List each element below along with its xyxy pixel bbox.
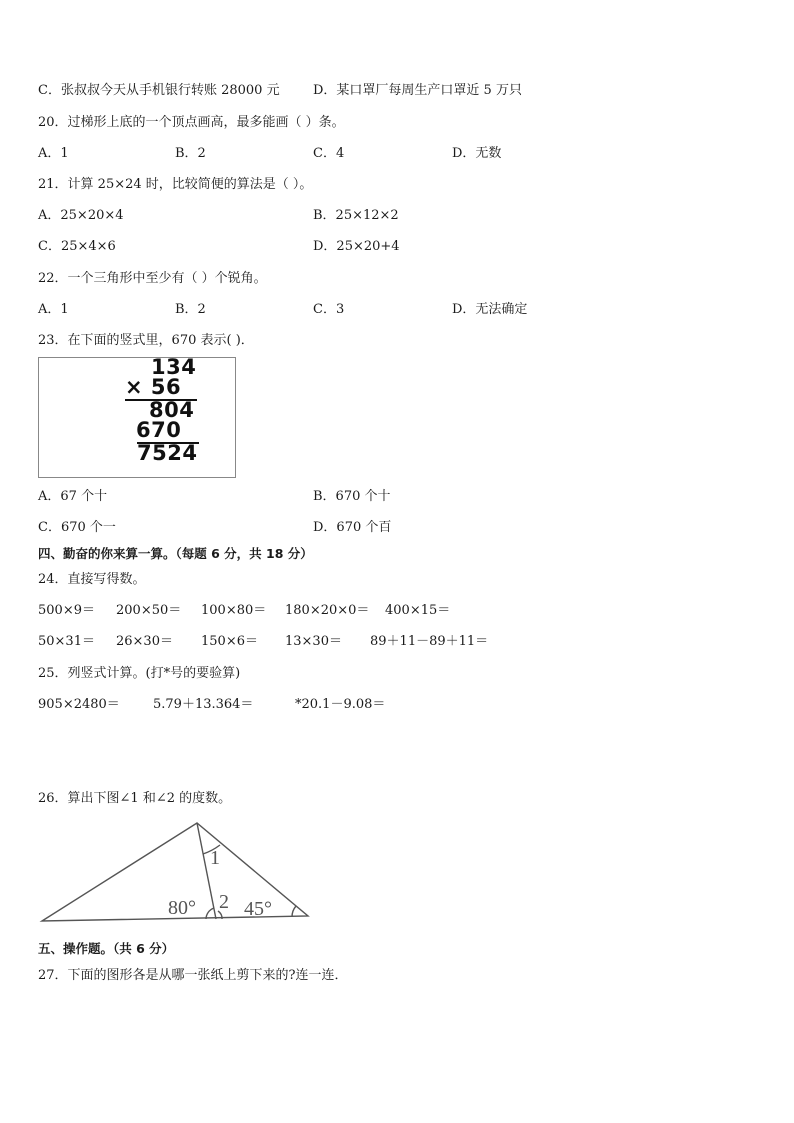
q26-stem: 26．算出下图∠1 和∠2 的度数。	[38, 791, 232, 806]
q27-stem: 27．下面的图形各是从哪一张纸上剪下来的?连一连．	[38, 968, 348, 983]
multiplier: × 56	[125, 375, 182, 399]
q24-r1-item: 400×15＝	[385, 603, 451, 618]
partial-product-2: 670	[136, 418, 182, 442]
final-product: 7524	[137, 441, 198, 465]
angle-1-label: 1	[210, 847, 220, 869]
q23-option-b: B．670 个十	[313, 489, 391, 504]
q21-option-d: D．25×20+4	[313, 239, 400, 254]
q24-r2-item: 89＋11－89＋11＝	[370, 634, 489, 649]
partial-product-1: 804	[149, 398, 195, 422]
angle-45-label: 45°	[244, 898, 272, 920]
q24-r1-item: 180×20×0＝	[285, 603, 370, 618]
q20-option-a: A．1	[38, 146, 69, 161]
q24-r2-item: 13×30＝	[285, 634, 342, 649]
q19-option-c: C．张叔叔今天从手机银行转账 28000 元	[38, 83, 280, 98]
vertical-multiplication-figure	[38, 357, 236, 478]
q21-option-a: A．25×20×4	[38, 208, 124, 223]
q24-r1-item: 500×9＝	[38, 603, 95, 618]
q21-option-b: B．25×12×2	[313, 208, 399, 223]
q24-r1-item: 100×80＝	[201, 603, 267, 618]
angle-80-label: 80°	[168, 897, 196, 919]
q25-item: 5.79＋13.364＝	[153, 697, 254, 712]
q22-option-a: A．1	[38, 302, 69, 317]
q25-item: 905×2480＝	[38, 697, 120, 712]
q22-option-d: D．无法确定	[452, 302, 528, 317]
q24-r1-item: 200×50＝	[116, 603, 182, 618]
triangle-angle-figure	[36, 818, 316, 926]
q24-stem: 24．直接写得数。	[38, 572, 146, 587]
q23-option-d: D．670 个百	[313, 520, 392, 535]
q23-option-c: C．670 个一	[38, 520, 116, 535]
q22-option-c: C．3	[313, 302, 345, 317]
q20-option-b: B．2	[175, 146, 206, 161]
multiplicand: 134	[151, 355, 197, 379]
q25-item: *20.1－9.08＝	[295, 697, 386, 712]
q21-stem: 21．计算 25×24 时，比较简便的算法是（ ）。	[38, 177, 313, 192]
q23-stem: 23．在下面的竖式里，670 表示( )．	[38, 333, 254, 348]
section-4-title: 四、勤奋的你来算一算。（每题 6 分，共 18 分）	[38, 546, 313, 561]
angle-2-label: 2	[219, 891, 229, 913]
q24-r2-item: 50×31＝	[38, 634, 95, 649]
q22-option-b: B．2	[175, 302, 206, 317]
section-5-title: 五、操作题。（共 6 分）	[38, 941, 175, 956]
q23-option-a: A．67 个十	[38, 489, 108, 504]
q20-option-c: C．4	[313, 146, 345, 161]
q24-r2-item: 26×30＝	[116, 634, 173, 649]
q25-stem: 25．列竖式计算。(打*号的要验算)	[38, 666, 241, 681]
q20-option-d: D．无数	[452, 146, 502, 161]
q24-r2-item: 150×6＝	[201, 634, 258, 649]
q21-option-c: C．25×4×6	[38, 239, 116, 254]
q20-stem: 20．过梯形上底的一个顶点画高，最多能画（ ）条。	[38, 115, 345, 130]
q19-option-d: D．某口罩厂每周生产口罩近 5 万只	[313, 83, 522, 98]
q22-stem: 22．一个三角形中至少有（ ）个锐角。	[38, 271, 267, 286]
angle-45-arc	[292, 906, 296, 917]
